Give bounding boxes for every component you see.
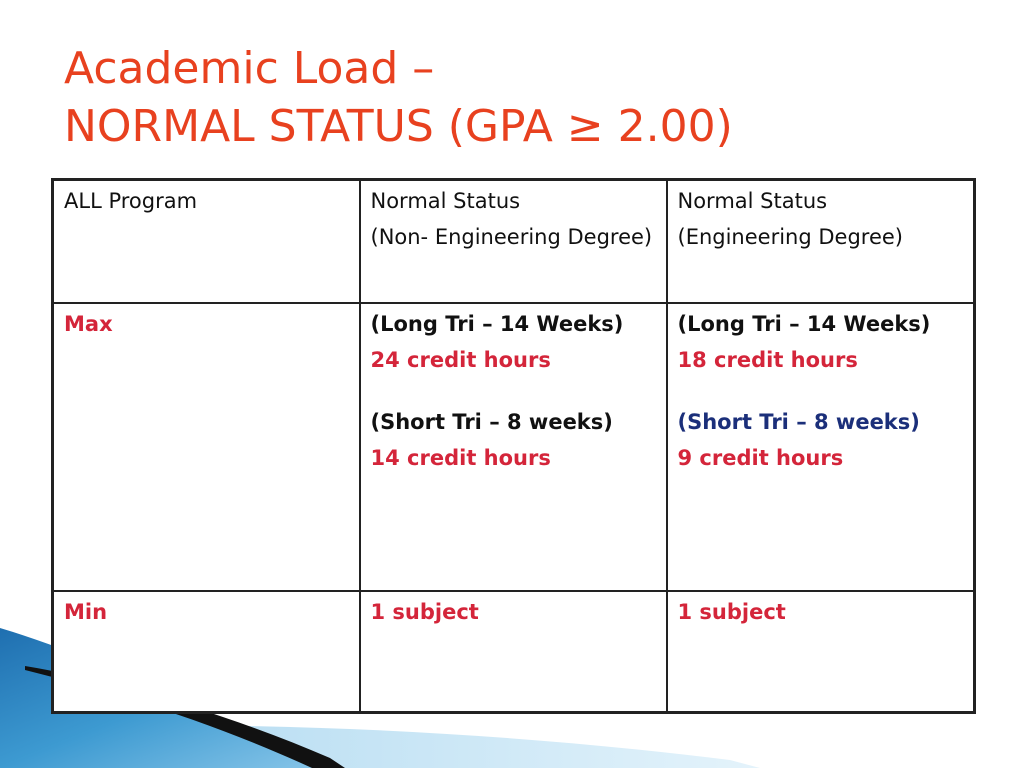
- table-header-row: [53, 180, 975, 303]
- min-eng-value: 1 subject: [677, 599, 786, 624]
- row-label-cell-max: [53, 303, 360, 591]
- header-cell-non-engineering: [360, 180, 667, 303]
- max-eng-short-tri: (Short Tri – 8 weeks): [677, 409, 920, 434]
- header-program-label: ALL Program: [64, 189, 198, 213]
- max-eng-short-hours: 9 credit hours: [677, 445, 844, 470]
- row-label-max: Max: [64, 311, 113, 336]
- header-non-engineering-label: (Non- Engineering Degree): [370, 225, 653, 249]
- max-non-eng-long-tri: (Long Tri – 14 Weeks): [370, 311, 624, 336]
- academic-load-table: [51, 178, 976, 714]
- max-non-eng-short-tri: (Short Tri – 8 weeks): [370, 409, 613, 434]
- title-line-1: Academic Load –: [64, 43, 435, 94]
- header-cell-program: [53, 180, 360, 303]
- header-normal-status-label: Normal Status: [370, 189, 521, 213]
- max-eng-long-hours: 18 credit hours: [677, 347, 858, 372]
- slide-title: [64, 40, 964, 156]
- table-row-min: [53, 591, 975, 713]
- title-line-2: NORMAL STATUS (GPA ≥ 2.00): [64, 101, 733, 152]
- row-label-cell-min: [53, 591, 360, 713]
- row-label-min: Min: [64, 599, 108, 624]
- header-engineering-label: (Engineering Degree): [677, 225, 903, 249]
- max-non-eng-long-hours: 24 credit hours: [370, 347, 551, 372]
- min-non-eng-value: 1 subject: [370, 599, 479, 624]
- max-eng-long-tri: (Long Tri – 14 Weeks): [677, 311, 931, 336]
- min-engineering-cell: [667, 591, 975, 713]
- header-cell-engineering: [667, 180, 975, 303]
- max-engineering-cell: [667, 303, 975, 591]
- min-non-engineering-cell: [360, 591, 667, 713]
- header-normal-status-label: Normal Status: [677, 189, 828, 213]
- max-non-eng-short-hours: 14 credit hours: [370, 445, 551, 470]
- table-row-max: [53, 303, 975, 591]
- max-non-engineering-cell: [360, 303, 667, 591]
